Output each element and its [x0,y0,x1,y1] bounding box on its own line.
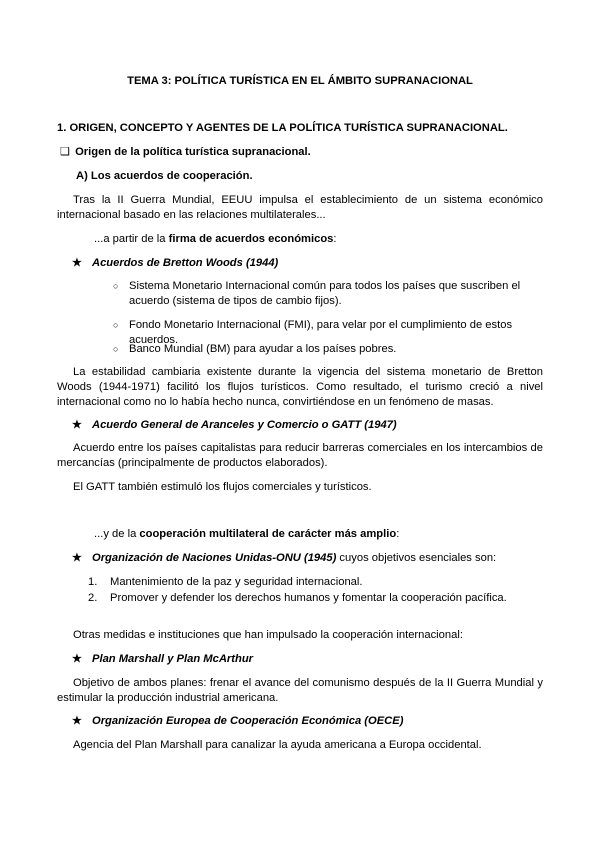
subsection-a-heading: A) Los acuerdos de cooperación. [76,170,253,182]
stability-paragraph: La estabilidad cambiaria existente durante la vigencia del sistema monetario de Bretton Woods (1944-1971) facilitó los flujos turísticos. Como resultado, el turismo creció a nivel internacional como no lo había hecho nunca, convirtiéndose en un fenómeno de masas. [57,366,543,408]
lead-suffix: : [333,233,337,245]
circle-bullet-icon: ○ [113,344,119,354]
lead-bold: cooperación multilateral de carácter más amplio [139,528,397,540]
subsection-heading [60,145,311,160]
gatt-paragraph: Acuerdo entre los países capitalistas para reducir barreras comerciales en los intercambios de mercancías (principalmente de productos elaborados). [57,442,543,469]
subsection-label: Origen de la política turística supranacional. [75,146,311,158]
lead-prefix: ...y de la [94,528,140,540]
star-icon: ★ [72,552,83,564]
onu-heading [72,551,496,566]
marshall-heading-text: Plan Marshall y Plan McArthur [92,653,254,665]
list-item [113,279,545,309]
item-number: 1. [88,576,98,588]
section-heading: 1. ORIGEN, CONCEPTO Y AGENTES DE LA POLÍTICA TURÍSTICA SUPRANACIONAL. [57,122,508,134]
star-icon: ★ [72,715,83,727]
lead-economic-agreements [94,232,337,247]
item-text: Promover y defender los derechos humanos y fomentar la cooperación pacífica. [110,592,507,604]
star-icon: ★ [72,653,83,665]
circle-bullet-icon: ○ [113,281,119,291]
list-item-text: Sistema Monetario Internacional común para todos los países que suscriben el acuerdo (sistema de tipos de cambio fijos). [129,280,521,307]
list-item-text: Fondo Monetario Internacional (FMI), para velar por el cumplimiento de estos acuerdos. [129,319,513,346]
onu-heading-suffix: cuyos objetivos esenciales son: [336,552,497,564]
intro-paragraph: Tras la II Guerra Mundial, EEUU impulsa el establecimiento de un sistema económico internacional basado en las relaciones multilaterales... [57,194,543,221]
numbered-item [88,575,363,590]
other-measures-paragraph: Otras medidas e instituciones que han impulsado la cooperación internacional: [73,629,463,641]
lead-bold: firma de acuerdos económicos [168,233,334,245]
gatt-paragraph-2: El GATT también estimuló los flujos comerciales y turísticos. [73,481,372,493]
item-number: 2. [88,592,98,604]
bretton-woods-heading-text: Acuerdos de Bretton Woods (1944) [92,257,279,269]
star-icon: ★ [72,257,83,269]
marshall-paragraph: Objetivo de ambos planes: frenar el avance del comunismo después de la II Guerra Mundial y estimular la producción industrial americana. [57,677,543,704]
circle-bullet-icon: ○ [113,320,119,330]
oece-heading [72,714,403,729]
oece-paragraph: Agencia del Plan Marshall para canalizar la ayuda americana a Europa occidental. [73,739,482,751]
item-text: Mantenimiento de la paz y seguridad internacional. [110,576,363,588]
document-title: TEMA 3: POLÍTICA TURÍSTICA EN EL ÁMBITO SUPRANACIONAL [127,75,473,87]
checkbox-bullet-icon: ❑ [60,146,71,158]
numbered-item [88,591,507,606]
oece-heading-text: Organización Europea de Cooperación Económica (OECE) [92,715,404,727]
lead-multilateral-cooperation [94,527,399,542]
lead-prefix: ...a partir de la [94,233,169,245]
marshall-heading [72,652,253,667]
onu-heading-text: Organización de Naciones Unidas-ONU (1945) [92,552,337,564]
gatt-heading-text: Acuerdo General de Aranceles y Comercio o GATT (1947) [92,419,397,431]
star-icon: ★ [72,419,83,431]
bretton-woods-heading [72,256,278,271]
lead-suffix: : [396,528,400,540]
list-item-text: Banco Mundial (BM) para ayudar a los países pobres. [129,343,397,355]
gatt-heading [72,418,397,433]
list-item [113,342,545,357]
